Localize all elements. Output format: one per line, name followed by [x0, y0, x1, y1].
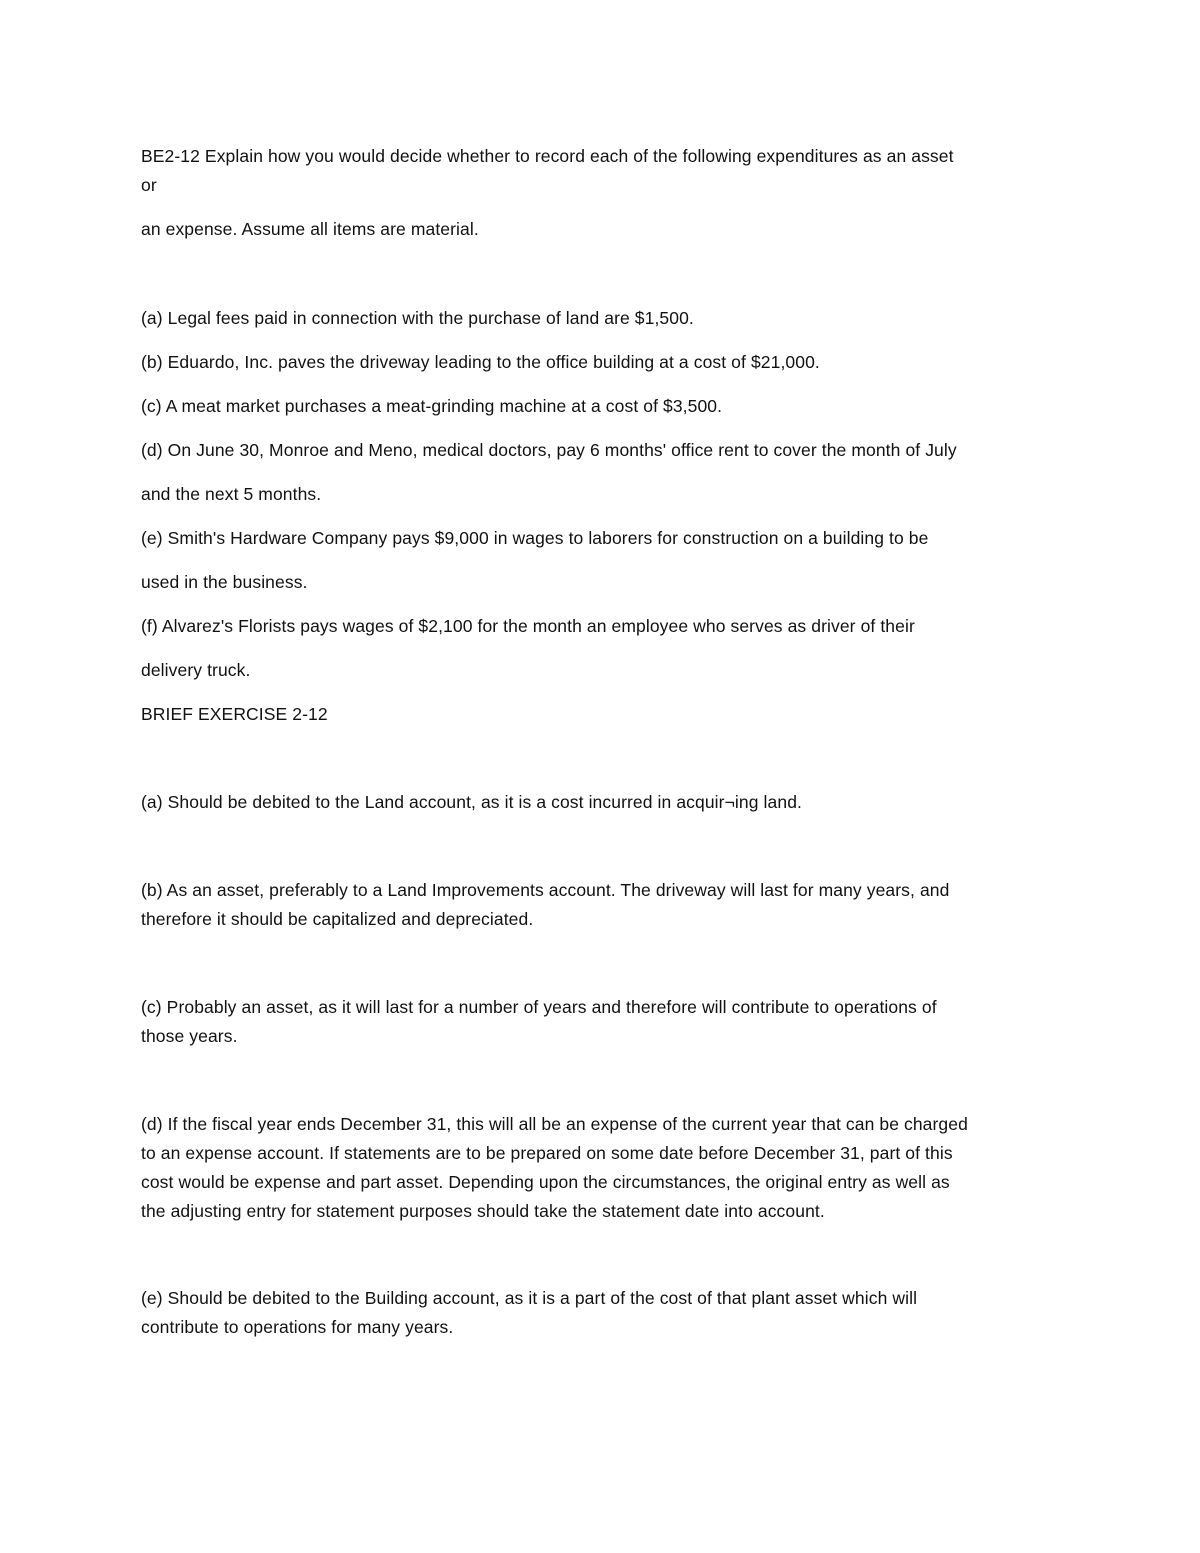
answer-d-cont: cost would be expense and part asset. Depending upon the circumstances, the original entry as well as	[141, 1172, 950, 1192]
question-item-d-cont: and the next 5 months.	[141, 484, 322, 504]
question-item-a: (a) Legal fees paid in connection with the purchase of land are $1,500.	[141, 308, 694, 328]
answer-d-cont: to an expense account. If statements are to be prepared on some date before December 31, part of this	[141, 1143, 953, 1163]
question-intro-line: an expense. Assume all items are material.	[141, 219, 479, 239]
answer-d-cont: the adjusting entry for statement purposes should take the statement date into account.	[141, 1201, 825, 1221]
question-item-e-cont: used in the business.	[141, 572, 308, 592]
question-intro-line: or	[141, 175, 157, 195]
question-item-c: (c) A meat market purchases a meat-grinding machine at a cost of $3,500.	[141, 396, 723, 416]
answer-c-cont: those years.	[141, 1026, 238, 1046]
answer-b: (b) As an asset, preferably to a Land Improvements account. The driveway will last for many years, and	[141, 880, 950, 900]
question-intro-line: BE2-12 Explain how you would decide whether to record each of the following expenditures as an asset	[141, 146, 954, 166]
question-item-d: (d) On June 30, Monroe and Meno, medical doctors, pay 6 months' office rent to cover the month of July	[141, 440, 957, 460]
answer-a: (a) Should be debited to the Land account, as it is a cost incurred in acquir¬ing land.	[141, 792, 802, 812]
question-item-e: (e) Smith's Hardware Company pays $9,000 in wages to laborers for construction on a building to be	[141, 528, 929, 548]
answer-b-cont: therefore it should be capitalized and depreciated.	[141, 909, 534, 929]
answer-e-cont: contribute to operations for many years.	[141, 1317, 454, 1337]
answer-e: (e) Should be debited to the Building account, as it is a part of the cost of that plant asset which will	[141, 1288, 918, 1308]
question-item-f-cont: delivery truck.	[141, 660, 251, 680]
answer-d: (d) If the fiscal year ends December 31, this will all be an expense of the current year that can be charged	[141, 1114, 968, 1134]
question-item-f: (f) Alvarez's Florists pays wages of $2,100 for the month an employee who serves as driver of their	[141, 616, 915, 636]
solution-heading: BRIEF EXERCISE 2-12	[141, 704, 328, 724]
question-item-b: (b) Eduardo, Inc. paves the driveway leading to the office building at a cost of $21,000.	[141, 352, 820, 372]
answer-c: (c) Probably an asset, as it will last for a number of years and therefore will contribute to operations of	[141, 997, 937, 1017]
